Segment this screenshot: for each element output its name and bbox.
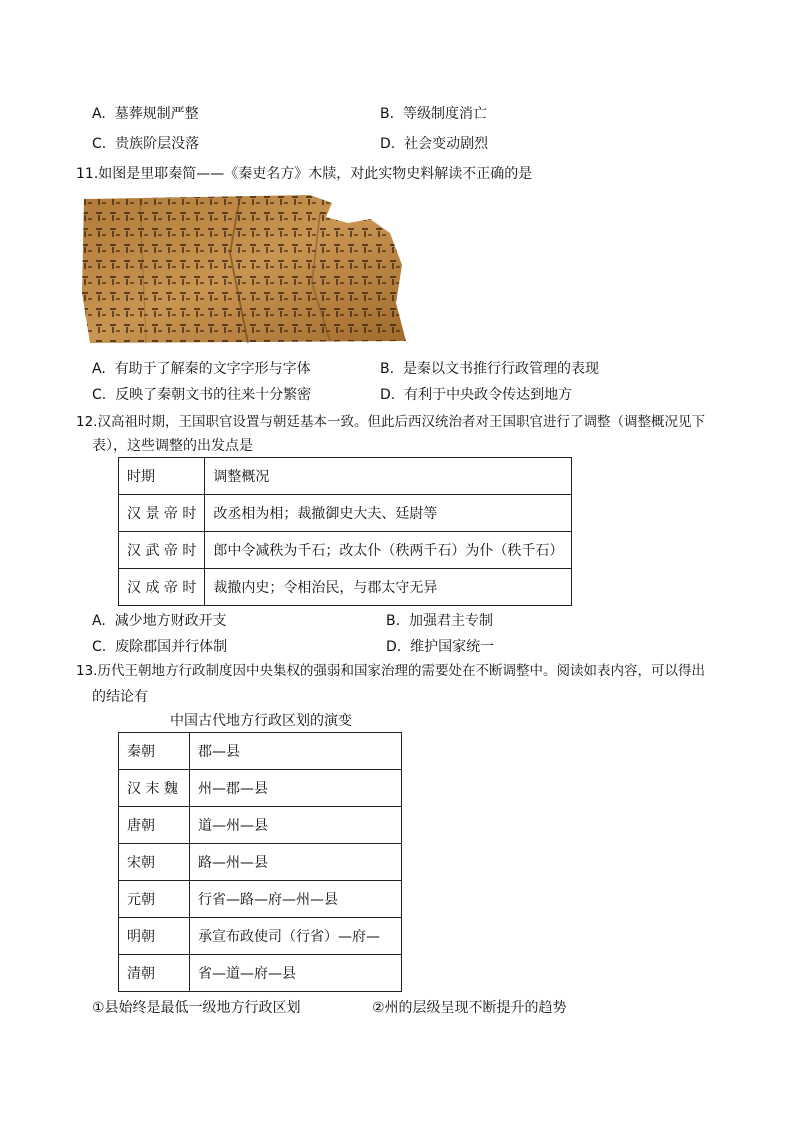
- q12-option-c: C. 废除郡国并行体制: [92, 639, 228, 655]
- q11-option-d: D. 有利于中央政令传达到地方: [380, 387, 573, 403]
- q11-option-a: A. 有助于了解秦的文字字形与字体: [92, 361, 311, 377]
- q13-stem-line2: 的结论有: [92, 689, 148, 705]
- table-cell: 裁撤内史；令相治民，与郡太守无异: [205, 569, 572, 606]
- table-row: [119, 532, 572, 569]
- table-cell: 汉 成 帝 时: [119, 569, 205, 606]
- q11-option-b: B. 是秦以文书推行行政管理的表现: [380, 361, 599, 377]
- table-cell: 州—郡—县: [190, 770, 402, 807]
- table-cell: 道—州—县: [190, 807, 402, 844]
- table-cell: 元朝: [119, 881, 190, 918]
- q12-option-a: A. 减少地方财政开支: [92, 613, 227, 629]
- q11-stem: 11.如图是里耶秦简——《秦吏名方》木牍，对此实物史料解读不正确的是: [76, 166, 533, 182]
- table-cell: 郎中令减秩为千石；改太仆（秩两千石）为仆（秩千石）: [205, 532, 572, 569]
- q12-option-b: B. 加强君主专制: [386, 613, 493, 629]
- q13-table: [118, 732, 402, 992]
- table-row: [119, 495, 572, 532]
- table-row: [119, 955, 402, 992]
- table-cell: 汉 景 帝 时: [119, 495, 205, 532]
- q13-stem-line1: 13.历代王朝地方行政制度因中央集权的强弱和国家治理的需要处在不断调整中。阅读如表内容，可以得出: [76, 663, 705, 679]
- q13-table-title: 中国古代地方行政区划的演变: [170, 713, 352, 729]
- table-header: 调整概况: [205, 458, 572, 495]
- table-row: [119, 881, 402, 918]
- table-cell: 明朝: [119, 918, 190, 955]
- table-cell: 路—州—县: [190, 844, 402, 881]
- table-cell: 汉 末 魏: [119, 770, 190, 807]
- q12-table: [118, 457, 572, 606]
- table-row: [119, 844, 402, 881]
- table-row: [119, 807, 402, 844]
- q13-conclusion-1: ①县始终是最低一级地方行政区划: [92, 1000, 301, 1016]
- table-cell: 承宣布政使司（行省）—府—: [190, 918, 402, 955]
- q11-option-c: C. 反映了秦朝文书的往来十分繁密: [92, 387, 312, 403]
- q13-conclusion-2: ②州的层级呈现不断提升的趋势: [372, 1000, 567, 1016]
- table-cell: 省—道—府—县: [190, 955, 402, 992]
- table-cell: 汉 武 帝 时: [119, 532, 205, 569]
- table-cell: 宋朝: [119, 844, 190, 881]
- q12-stem-line1: 12.汉高祖时期，王国职官设置与朝廷基本一致。但此后西汉统治者对王国职官进行了调整（调整概况见下: [76, 414, 705, 430]
- q10-option-a: A. 墓葬规制严整: [92, 106, 199, 122]
- table-cell: 行省—路—府—州—县: [190, 881, 402, 918]
- q12-option-d: D. 维护国家统一: [386, 639, 495, 655]
- table-cell: 唐朝: [119, 807, 190, 844]
- table-row: [119, 918, 402, 955]
- table-row: [119, 733, 402, 770]
- table-cell: 郡—县: [190, 733, 402, 770]
- q12-stem-line2: 表），这些调整的出发点是: [92, 438, 253, 454]
- table-header: 时期: [119, 458, 205, 495]
- q10-option-c: C. 贵族阶层没落: [92, 136, 200, 152]
- table-cell: 改丞相为相；裁撤御史大夫、廷尉等: [205, 495, 572, 532]
- table-header-row: [119, 458, 572, 495]
- bamboo-slip-photo: [80, 193, 412, 345]
- table-row: [119, 770, 402, 807]
- table-cell: 清朝: [119, 955, 190, 992]
- table-cell: 秦朝: [119, 733, 190, 770]
- table-row: [119, 569, 572, 606]
- q10-option-b: B. 等级制度消亡: [380, 106, 487, 122]
- q10-option-d: D. 社会变动剧烈: [380, 136, 489, 152]
